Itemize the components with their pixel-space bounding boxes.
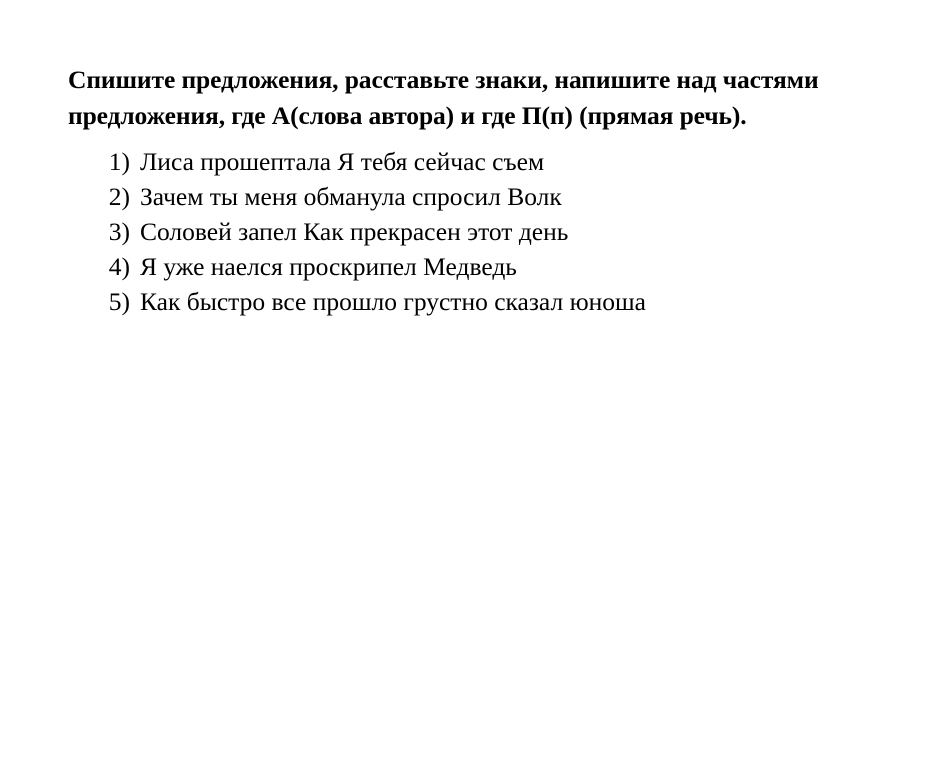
item-text: Как быстро все прошло грустно сказал юноша: [140, 287, 646, 316]
item-number: 1): [108, 147, 130, 176]
item-text: Зачем ты меня обманула спросил Волк: [140, 182, 562, 211]
item-text: Соловей запел Как прекрасен этот день: [140, 217, 569, 246]
item-number: 4): [108, 252, 130, 281]
task-block: [68, 62, 908, 319]
item-text: Лиса прошептала Я тебя сейчас съем: [140, 147, 545, 176]
list-item: [68, 249, 908, 284]
instruction-heading: Спишите предложения, расставьте знаки, напишите над частями предложения, где А(слова автора) и где П(п) (прямая речь).: [68, 65, 819, 130]
item-number: 2): [108, 182, 130, 211]
item-text: Я уже наелся проскрипел Медведь: [140, 252, 517, 281]
list-item: [68, 179, 908, 214]
list-item: [68, 214, 908, 249]
list-item: [68, 144, 908, 179]
item-number: 3): [108, 217, 130, 246]
sentence-list: [68, 144, 908, 319]
list-item: [68, 284, 908, 319]
item-number: 5): [108, 287, 130, 316]
